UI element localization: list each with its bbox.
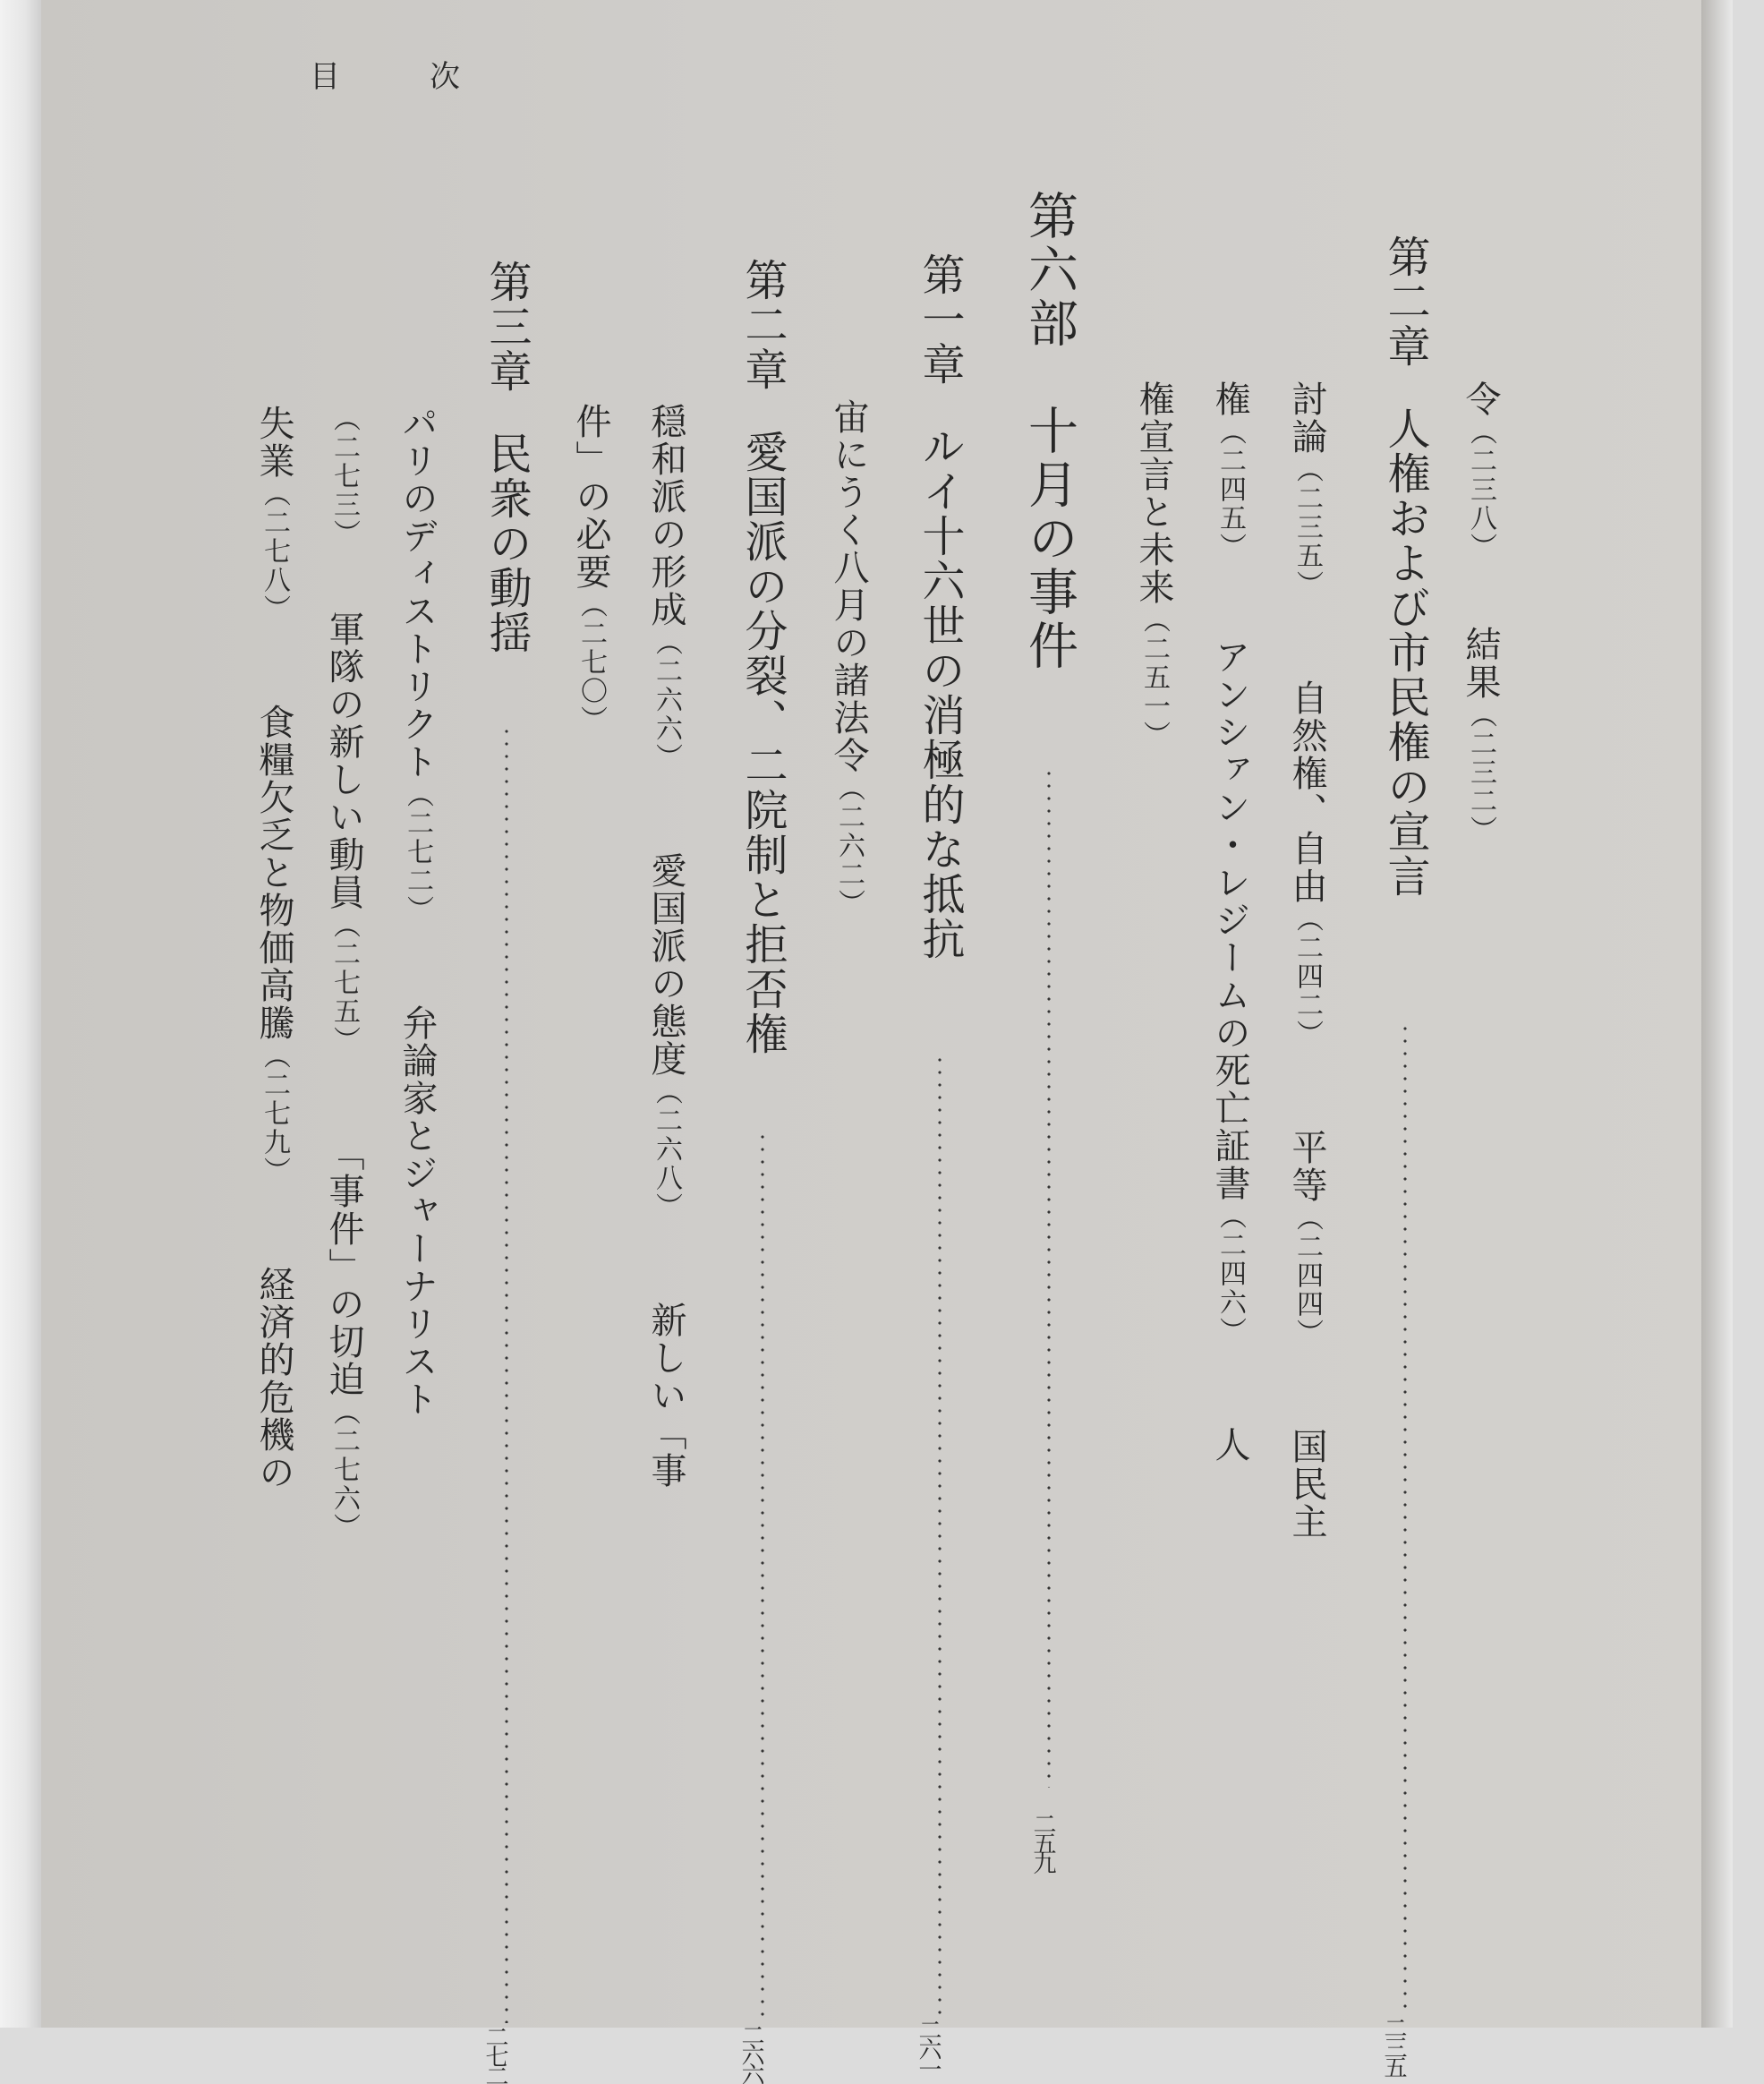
section-text: 平等 [1286,1129,1327,1204]
page-ref: （二六六） [651,628,682,772]
page-ref: （二五一） [1138,606,1170,749]
page-ref: （二七五） [328,911,360,1055]
toc-section-line [828,398,869,918]
part-label: 第六部 [1020,190,1078,351]
section-text: 「事件」の切迫 [323,1135,364,1398]
toc-section-line [253,405,294,1491]
page-ref: （二七六） [328,1398,360,1542]
section-text: 討論 [1286,380,1327,456]
header-char-1: 目 [310,59,430,95]
page-edge-shadow [1701,0,1733,2028]
chapter-title: 愛国派の分裂、二院制と拒否権 [737,430,788,1056]
item-text: 令 [1460,380,1501,418]
chapter-label: 第三章 [481,260,532,394]
chapter-title: ルイ十六世の消極的な抵抗 [915,424,965,961]
book-page [41,0,1733,2084]
toc-section-line [1286,380,1327,1541]
page-ref: （二六八） [651,1078,682,1221]
section-text: 経済的危機の [253,1266,294,1491]
page-ref: （二四四） [1291,1204,1323,1347]
toc-section-line [1133,380,1174,749]
item-text: 結果 [1460,626,1501,701]
toc-section-line [645,403,686,1490]
section-text: 食糧欠乏と物価高騰 [253,704,294,1042]
section-text: パリのディストリクト [396,405,438,781]
page-ref: （二七〇） [575,591,607,734]
section-text: 新しい「事 [645,1302,686,1490]
part-title: 十月の事件 [1020,405,1078,673]
page-number: 二五九 [1029,1812,1056,1871]
page-ref: （二七九） [259,1042,290,1185]
page-ref: （二七三） [328,405,360,548]
toc-chapter-entry [1380,235,1430,2075]
page-number: 二七二 [481,2025,508,2084]
page-ref: （二四二） [1291,905,1323,1048]
binding-edge [0,0,41,2028]
chapter-label: 第一章 [915,252,965,387]
running-header [310,52,550,96]
page-ref: （二七二） [402,781,433,924]
toc-chapter-entry [915,252,965,2077]
section-text: 国民主 [1286,1428,1327,1541]
toc-section-line [1209,380,1250,1464]
toc-chapter-entry [737,258,788,2082]
chapter-title: 民衆の動揺 [481,431,532,655]
leader-dots [761,1131,764,2017]
leader-dots [1403,1022,1407,2016]
section-text: 人 [1209,1426,1250,1464]
toc-section-line [396,405,438,1418]
page-ref: （二四五） [1214,418,1246,561]
toc-section-line [323,405,364,1542]
section-text: アンシァン・レジームの死亡証書 [1209,638,1250,1202]
chapter-label: 第二章 [1380,235,1430,369]
section-text: 権宣言と未来 [1133,380,1174,606]
chapter-label: 第二章 [737,258,788,392]
page-number: 二三五 [1380,2016,1407,2075]
page-ref: （二四六） [1214,1202,1246,1345]
section-text: 失業 [253,405,294,480]
page-ref: （二三五） [1291,456,1323,599]
leader-dots [505,725,508,2023]
chapter-title: 人権および市民権の宣言 [1380,406,1430,899]
toc-line-continuation [1460,380,1501,844]
page-ref: （二六二） [833,774,865,918]
section-text: 穏和派の形成 [645,403,686,628]
section-text: 権 [1209,380,1250,418]
page-number: 二六六 [737,2023,764,2082]
page-number: 二六一 [915,2018,942,2077]
section-text: 件」の必要 [570,403,611,591]
section-text: 自然権、自由 [1286,679,1327,905]
leader-dots [1047,767,1051,1788]
section-text: 軍隊の新しい動員 [323,611,364,911]
header-char-2: 次 [430,59,550,95]
leader-dots [938,1054,942,2016]
section-text: 愛国派の態度 [645,852,686,1078]
toc-chapter-entry [481,260,532,2084]
page-ref: （二七八） [259,480,290,623]
page-ref: （二三八） [1465,418,1496,561]
page-ref: （二三二） [1465,701,1496,844]
section-text: 弁論家とジャーナリスト [396,1004,438,1418]
toc-section-line [570,403,611,734]
section-text: 宙にうく八月の諸法令 [828,398,869,774]
toc-part-entry [1020,190,1078,1871]
